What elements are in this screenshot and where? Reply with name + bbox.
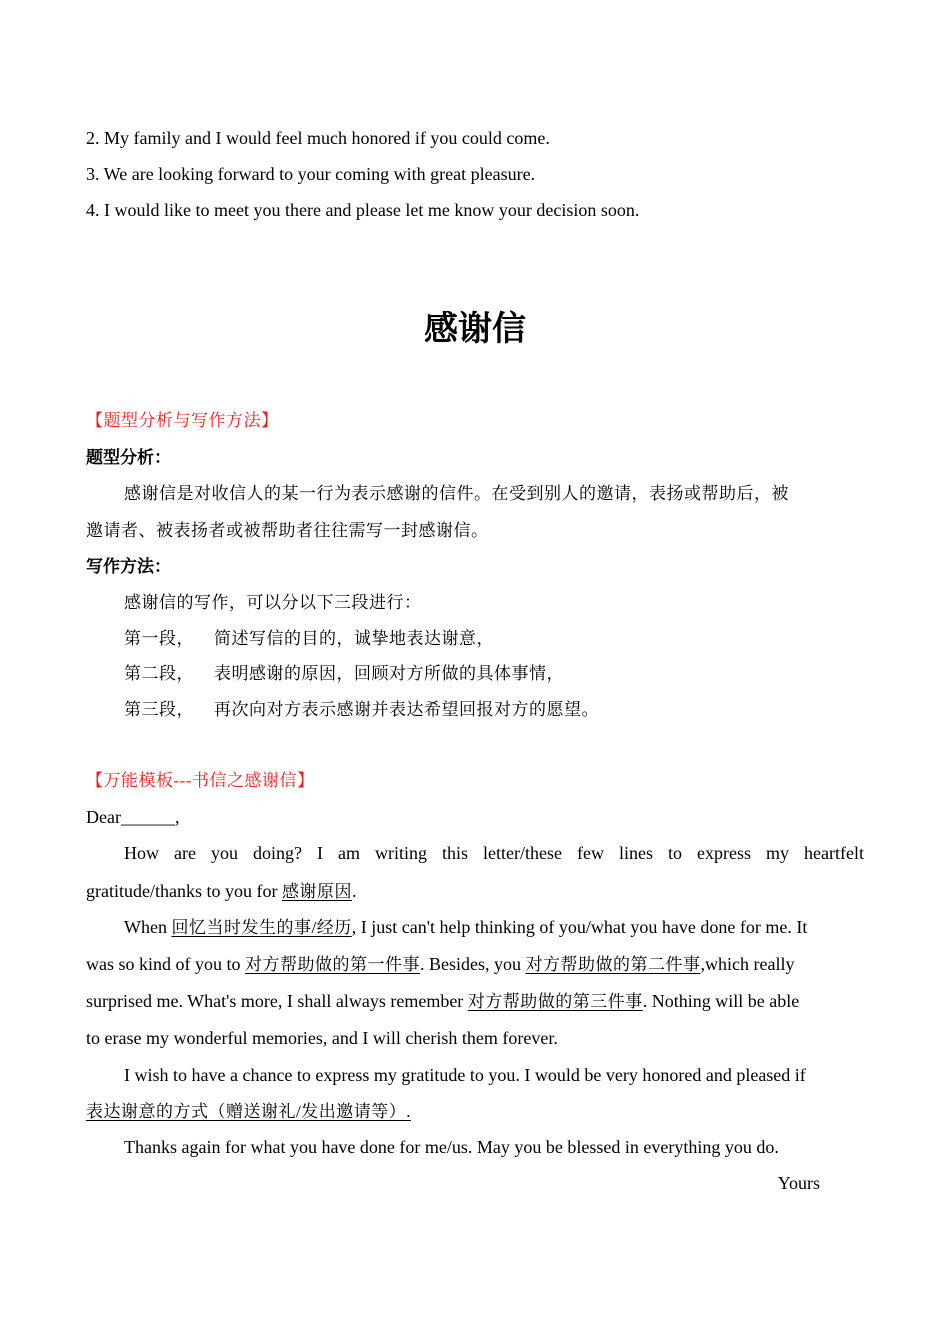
intro-line-3: 3. We are looking forward to your coming with great pleasure. (86, 164, 536, 184)
writing-method-intro: 感谢信的写作，可以分以下三段进行： (124, 593, 422, 612)
step-3 (124, 699, 864, 721)
text-segment: surprised me. What's more, I shall always remember (86, 991, 468, 1011)
step-1 (124, 628, 864, 650)
type-analysis-label: 题型分析： (86, 448, 171, 468)
text-segment: . Besides, you (420, 954, 526, 974)
paragraph-2-line-3 (86, 990, 864, 1013)
salutation: Dear______, (86, 807, 180, 827)
step-2-label: 第二段， (124, 664, 194, 683)
text-segment: . (351, 881, 357, 901)
closing: Yours (777, 1173, 820, 1193)
step-2-text: 表明感谢的原因，回顾对方所做的具体事情， (214, 664, 564, 683)
type-analysis-text-1: 感谢信是对收信人的某一行为表示感谢的信件。在受到别人的邀请，表扬或帮助后，被 (124, 484, 789, 503)
step-2 (124, 663, 864, 685)
paragraph-1-line-2 (86, 880, 864, 903)
writing-method-label: 写作方法： (86, 557, 171, 577)
blank-first-help: 对方帮助做的第一件事 (245, 955, 420, 974)
paragraph-1-line-1: How are you doing? I am writing this letter/these few lines to express my heartfelt (124, 843, 864, 863)
blank-gratitude-method: 表达谢意的方式（赠送谢礼/发出邀请等）. (86, 1102, 411, 1121)
text-segment: . Nothing will be able (642, 991, 800, 1011)
intro-line-2: 2. My family and I would feel much honored if you could come. (86, 128, 550, 148)
text-segment: , I just can't help thinking of you/what you have done for me. It (351, 917, 808, 937)
paragraph-2-line-4: to erase my wonderful memories, and I will cherish them forever. (86, 1028, 558, 1048)
step-1-text: 简述写信的目的，诚挚地表达谢意， (214, 629, 494, 648)
paragraph-3-line-2 (86, 1100, 864, 1123)
step-3-label: 第三段， (124, 700, 194, 719)
step-3-text: 再次向对方表示感谢并表达希望回报对方的愿望。 (214, 700, 599, 719)
blank-third-help: 对方帮助做的第三件事 (467, 992, 643, 1011)
page-title: 感谢信 (424, 309, 526, 349)
intro-line-4: 4. I would like to meet you there and please let me know your decision soon. (86, 200, 640, 220)
text-segment: gratitude/thanks to you for (86, 881, 282, 901)
step-1-label: 第一段， (124, 629, 194, 648)
text-segment: was so kind of you to (86, 954, 245, 974)
template-heading: 【万能模板---书信之感谢信】 (86, 771, 315, 790)
text-segment: ,which really (700, 954, 795, 974)
text-segment: When (124, 917, 172, 937)
blank-second-help: 对方帮助做的第二件事 (525, 955, 701, 974)
paragraph-2-line-2 (86, 953, 864, 976)
paragraph-4-line-1: Thanks again for what you have done for me/us. May you be blessed in everything you do. (124, 1137, 779, 1157)
paragraph-2-line-1 (124, 916, 864, 939)
analysis-heading: 【题型分析与写作方法】 (86, 411, 279, 430)
blank-recall-event: 回忆当时发生的事/经历 (171, 918, 352, 937)
paragraph-3-line-1: I wish to have a chance to express my gratitude to you. I would be very honored and pleased if (124, 1065, 806, 1085)
type-analysis-text-2: 邀请者、被表扬者或被帮助者往往需写一封感谢信。 (86, 521, 489, 540)
blank-reason: 感谢原因 (281, 882, 352, 901)
